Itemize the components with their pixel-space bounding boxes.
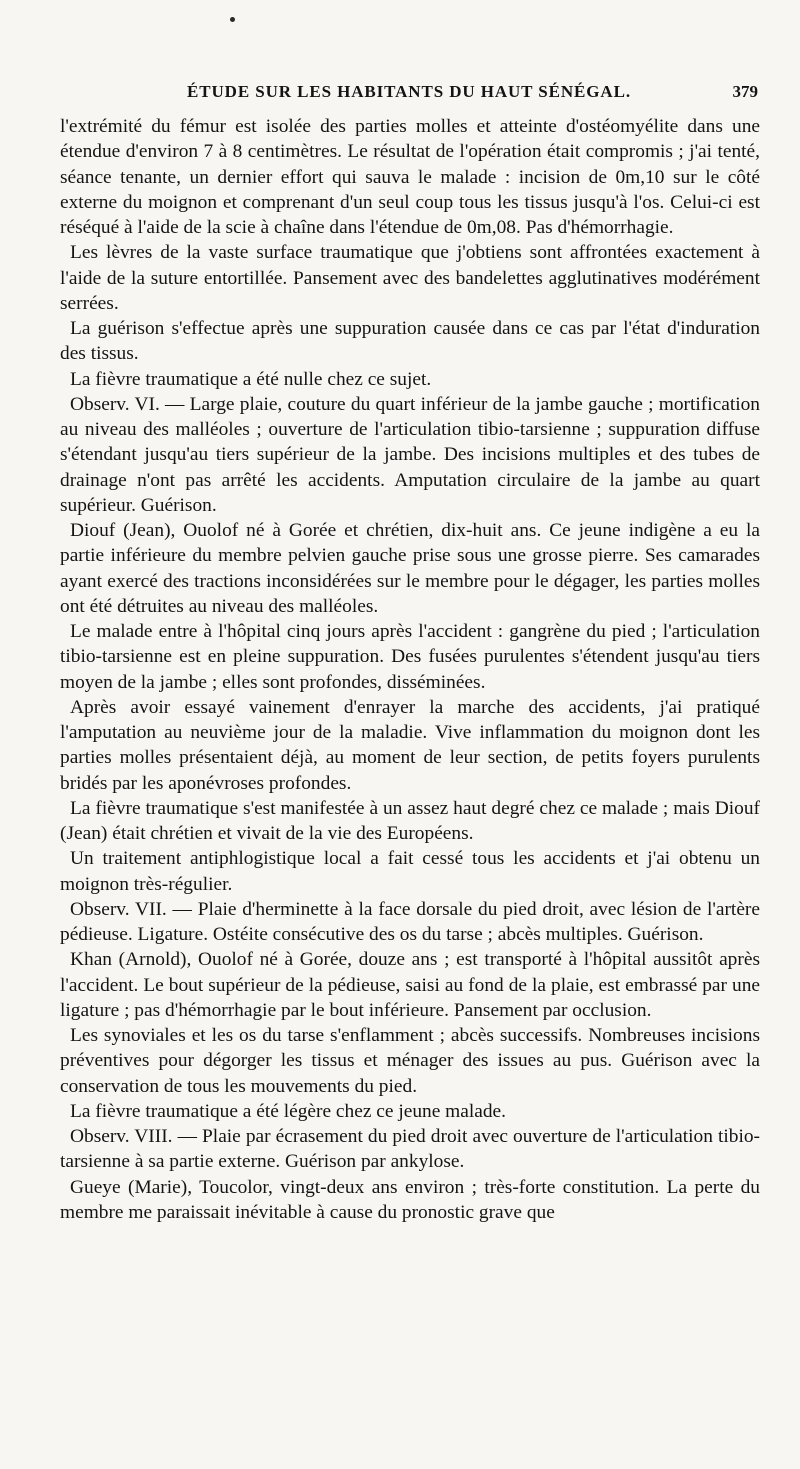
stray-ink-mark — [230, 17, 235, 22]
observation-heading: Observ. VII. — Plaie d'herminette à la face dorsale du pied droit, avec lésion de l'artère pédieuse. Ligature. Ostéite consécutive des os du tarse ; abcès multiples. Guérison. — [60, 898, 760, 945]
running-title: ÉTUDE SUR LES HABITANTS DU HAUT SÉNÉGAL. — [187, 82, 631, 101]
paragraph: La fièvre traumatique s'est manifestée à un assez haut degré chez ce malade ; mais Diouf (Jean) était chrétien et vivait de la vie des Européens. — [60, 797, 760, 844]
paragraph: Le malade entre à l'hôpital cinq jours après l'accident : gangrène du pied ; l'articulation tibio-tarsienne est en pleine suppuration. Des fusées purulentes s'étendent jusqu'au tiers moyen de la jambe ; elles sont profondes, disséminées. — [60, 621, 760, 693]
observation-heading: Observ. VIII. — Plaie par écrasement du pied droit avec ouverture de l'articulation tibio-tarsienne à sa partie externe. Guérison par ankylose. — [60, 1126, 760, 1173]
paragraph: La fièvre traumatique a été nulle chez ce sujet. — [70, 368, 432, 390]
paragraph: Un traitement antiphlogistique local a fait cessé tous les accidents et j'ai obtenu un moignon très-régulier. — [60, 848, 760, 895]
page-number: 379 — [732, 82, 758, 101]
paragraph: Les synoviales et les os du tarse s'enflamment ; abcès successifs. Nombreuses incisions préventives pour dégorger les tissus et ménager des issues au pus. Guérison avec la conservation de tous les mouvements du pied. — [60, 1025, 760, 1097]
paragraph: l'extrémité du fémur est isolée des parties molles et atteinte d'ostéomyélite dans une étendue d'environ 7 à 8 centimètres. Le résultat de l'opération était compromis ; j'ai tenté, séance tenante, un dernier effort qui sauva le malade : incision de 0m,10 sur le côté externe du moignon et comprenant d'un seul coup tous les tissus jusqu'à l'os. Celui-ci est réséqué à l'aide de la scie à chaîne dans l'étendue de 0m,08. Pas d'hémorrhagie. — [60, 116, 760, 238]
paragraph: La fièvre traumatique a été légère chez ce jeune malade. — [70, 1100, 507, 1122]
observation-heading: Observ. VI. — Large plaie, couture du quart inférieur de la jambe gauche ; mortification au niveau des malléoles ; ouverture de l'articulation tibio-tarsienne ; suppuration diffuse s'étendant jusqu'au tiers supérieur de la jambe. Des incisions multiples et des tubes de drainage n'ont pas arrêté les accidents. Amputation circulaire de la jambe au quart supérieur. Guérison. — [60, 393, 760, 516]
page-header — [60, 82, 758, 108]
paragraph: Gueye (Marie), Toucolor, vingt-deux ans environ ; très-forte constitution. La perte du membre me paraissait inévitable à cause du pronostic grave que — [60, 1176, 760, 1223]
paragraph: Diouf (Jean), Ouolof né à Gorée et chrétien, dix-huit ans. Ce jeune indigène a eu la partie inférieure du membre pelvien gauche prise sous une grosse pierre. Ses camarades ayant exercé des tractions inconsidérées sur le membre pour le dégager, les parties molles ont été détruites au niveau des malléoles. — [60, 520, 760, 617]
paragraph: Les lèvres de la vaste surface traumatique que j'obtiens sont affrontées exactement à l'aide de la suture entortillée. Pansement avec des bandelettes agglutinatives modérément serrées. — [60, 242, 760, 314]
body-text — [60, 114, 760, 1225]
paragraph: La guérison s'effectue après une suppuration causée dans ce cas par l'état d'induration des tissus. — [60, 318, 760, 365]
paragraph: Khan (Arnold), Ouolof né à Gorée, douze ans ; est transporté à l'hôpital aussitôt après l'accident. Le bout supérieur de la pédieuse, saisi au fond de la plaie, est embrassé par une ligature ; pas d'hémorrhagie par le bout inférieure. Pansement par occlusion. — [60, 949, 760, 1021]
paragraph: Après avoir essayé vainement d'enrayer la marche des accidents, j'ai pratiqué l'amputation au neuvième jour de la maladie. Vive inflammation du moignon dont les parties molles présentaient déjà, au moment de leur section, de petits foyers purulents bridés par les aponévroses profondes. — [60, 696, 760, 794]
